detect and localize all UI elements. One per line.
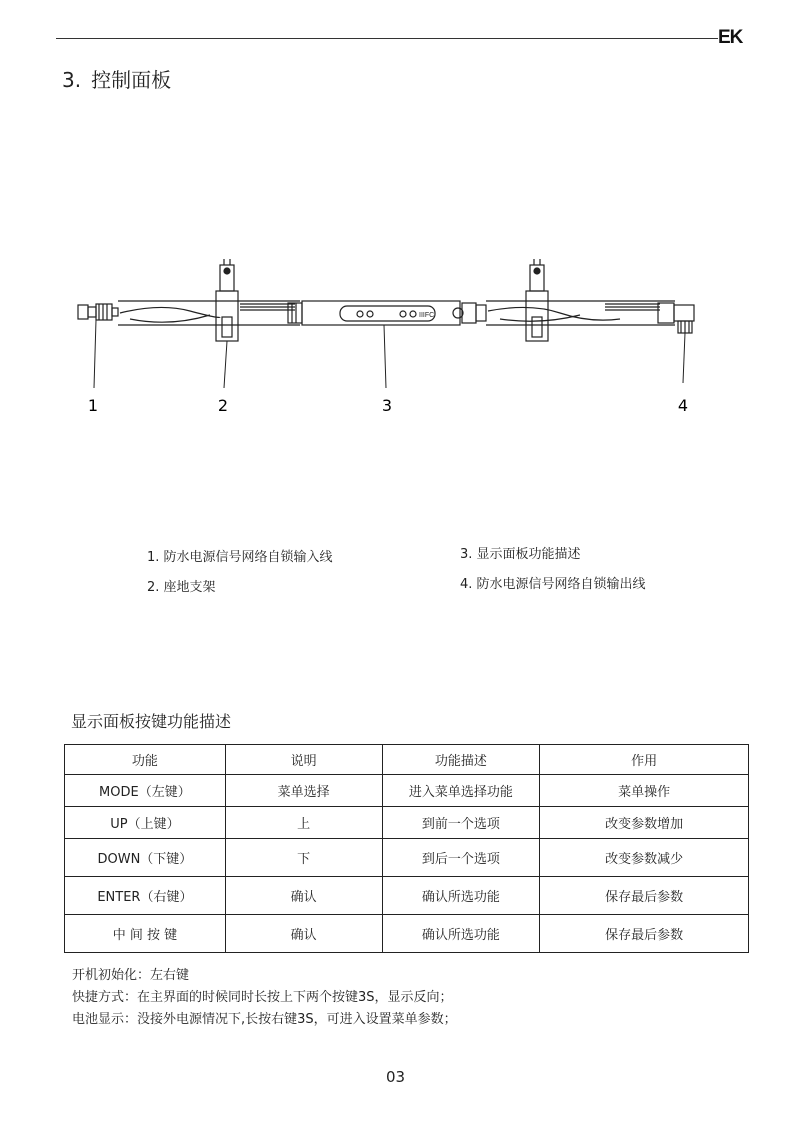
section-title [62,64,171,93]
table-cell: 菜单选择 [225,775,382,807]
table-row [65,915,749,953]
fixture-body-right [486,301,675,325]
table-title: 显示面板按键功能描述 [71,712,232,731]
table-cell: 确认所选功能 [382,877,540,915]
table-cell: 到后一个选项 [382,839,540,877]
table-row [65,839,749,877]
column-header: 说明 [225,745,382,775]
table-cell: ENTER（右键） [65,877,226,915]
table-cell: 确认 [225,877,382,915]
section-number: 3. [62,68,82,92]
page-number: 03 [385,1068,406,1086]
legend-item-2: 2. 座地支架 [147,580,216,595]
callout-4: 4 [677,396,689,415]
table-cell: 到前一个选项 [382,807,540,839]
table-cell: 中 间 按 键 [65,915,226,953]
output-connector [674,305,694,333]
section-title-text: 控制面板 [91,68,172,92]
table-cell: 确认所选功能 [382,915,540,953]
table-cell: DOWN（下键） [65,839,226,877]
note-line: 电池显示：没接外电源情况下,长按右键3S，可进入设置菜单参数； [72,1012,457,1027]
display-panel [302,301,460,325]
table-cell: 上 [225,807,382,839]
column-header: 功能 [65,745,226,775]
input-connector [78,304,118,320]
center-connector [453,303,486,323]
table-cell: UP（上键） [65,807,226,839]
floor-bracket-right [526,259,548,341]
brand-logo: EK [718,27,743,48]
notes [72,965,457,1031]
fixture-diagram [60,255,740,425]
fixture-body-left [118,301,302,325]
table-cell: 改变参数增加 [540,807,749,839]
legend-item-4: 4. 防水电源信号网络自锁输出线 [460,577,646,592]
table-cell: 改变参数减少 [540,839,749,877]
legend-item-3: 3. 显示面板功能描述 [460,547,581,562]
table-cell: 进入菜单选择功能 [382,775,540,807]
callout-2: 2 [217,396,229,415]
note-line: 开机初始化：左右键 [72,968,190,983]
header-rule [56,38,718,39]
table-row [65,807,749,839]
table-cell: 保存最后参数 [540,915,749,953]
table-cell: MODE（左键） [65,775,226,807]
panel-label: IIIFC [419,312,435,319]
column-header: 作用 [540,745,749,775]
legend-item-1: 1. 防水电源信号网络自锁输入线 [147,550,333,565]
callout-3: 3 [381,396,393,415]
table-row [65,775,749,807]
table-cell: 保存最后参数 [540,877,749,915]
table-cell: 菜单操作 [540,775,749,807]
table-cell: 下 [225,839,382,877]
floor-bracket-left [216,259,238,341]
note-line: 快捷方式：在主界面的时候同时长按上下两个按键3S，显示反向； [72,990,453,1005]
callout-1: 1 [87,396,99,415]
column-header: 功能描述 [382,745,540,775]
key-function-table [64,744,749,953]
table-cell: 确认 [225,915,382,953]
callout-lines [94,320,685,388]
table-header-row [65,745,749,775]
table-row [65,877,749,915]
